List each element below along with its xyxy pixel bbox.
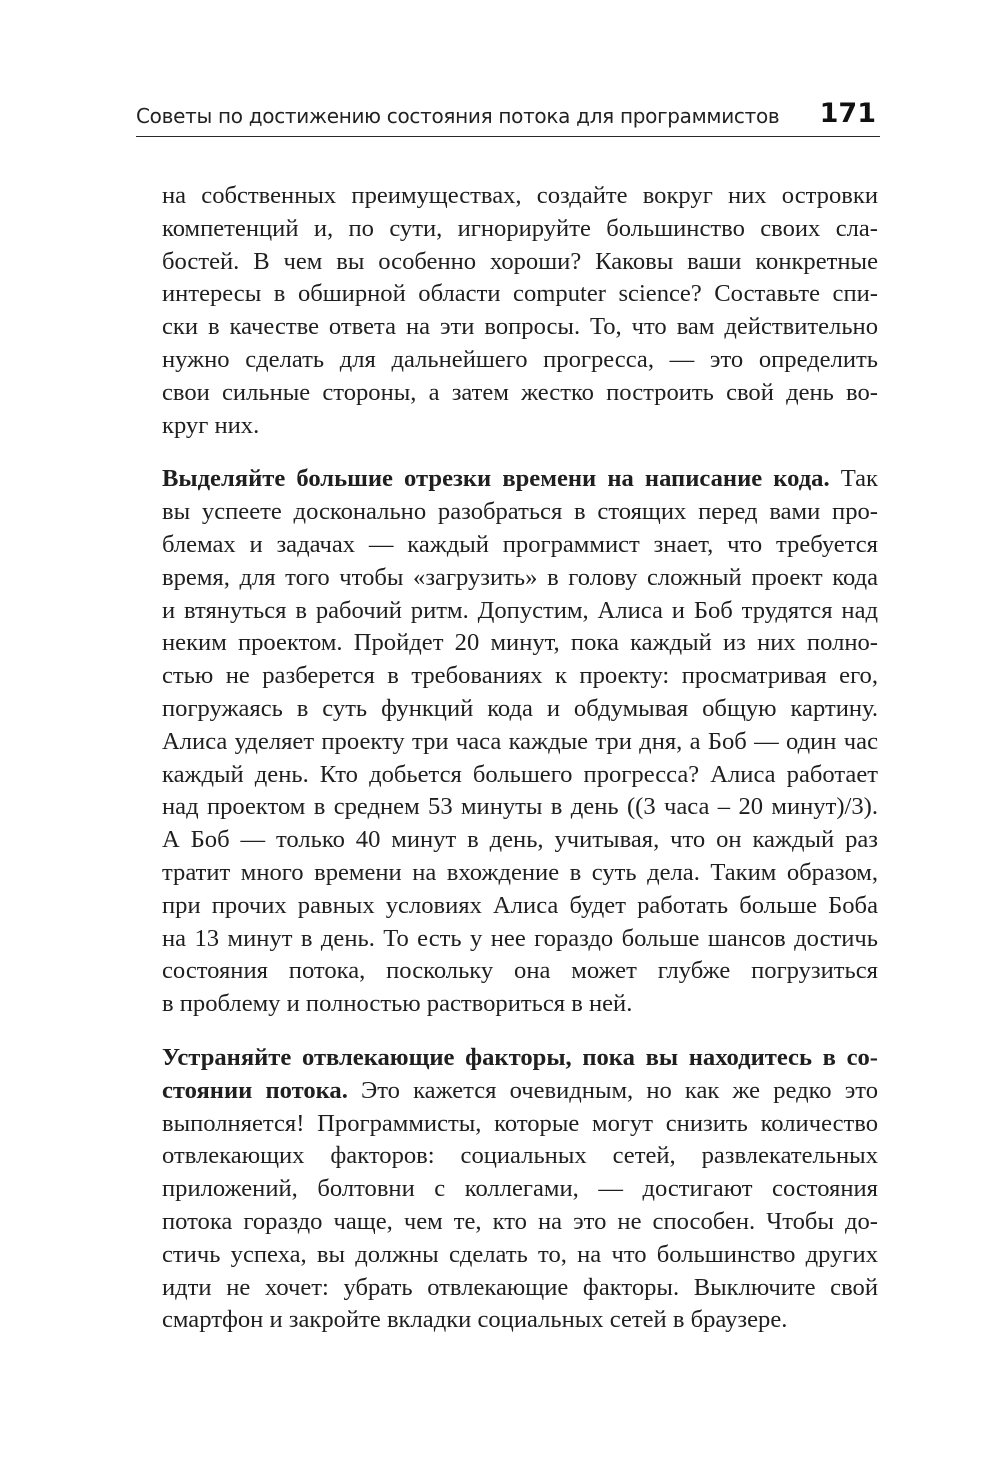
text-line: свои сильные стороны, а затем жестко построить свой день во- (162, 378, 878, 406)
paragraph-heading: Выделяйте большие отрезки времени на написание кода. (162, 465, 830, 493)
text-line: и втянуться в рабочий ритм. Допустим, Алиса и Боб трудятся над (162, 596, 878, 624)
text-line: интересы в обширной области computer science? Составьте спи- (162, 280, 878, 308)
text-line: А Боб — только 40 минут в день, учитывая, что он каждый раз (162, 826, 878, 854)
text-line: компетенций и, по сути, игнорируйте большинство своих сла- (162, 214, 878, 242)
text-line (162, 1042, 878, 1075)
text-line: ски в качестве ответа на эти вопросы. То, что вам действительно (162, 313, 878, 341)
paragraph-distractions (162, 1042, 878, 1337)
text-line: вы успеете досконально разобраться в стоящих перед вами про- (162, 498, 878, 526)
text-line (162, 1075, 878, 1108)
text-line: над проектом в среднем 53 минуты в день ((3 часа – 20 минут)/3). (162, 793, 878, 821)
body-text (162, 180, 878, 1358)
running-header-title: Советы по достижению состояния потока для программистов (136, 104, 780, 128)
text-line: потока гораздо чаще, чем те, кто на это не способен. Чтобы до- (162, 1207, 878, 1235)
text-fragment: Так (829, 465, 878, 493)
text-line: при прочих равных условиях Алиса будет работать больше Боба (162, 891, 878, 919)
text-line: неким проектом. Пройдет 20 минут, пока каждый из них полно- (162, 629, 878, 657)
paragraph-time-blocks (162, 463, 878, 1021)
text-line: стичь успеха, вы должны сделать то, на что большинство других (162, 1240, 878, 1268)
text-line: на собственных преимуществах, создайте вокруг них островки (162, 182, 878, 209)
text-line: стью не разберется в требованиях к проекту: просматривая его, (162, 662, 878, 690)
paragraph-strengths (162, 180, 878, 442)
text-line: в проблему и полностью раствориться в ней. (162, 990, 633, 1018)
text-line: нужно сделать для дальнейшего прогресса, — это определить (162, 345, 878, 373)
paragraph-heading: стоянии потока. (162, 1076, 348, 1104)
text-line (162, 463, 878, 496)
text-line: тратит много времени на вхождение в суть дела. Таким образом, (162, 858, 878, 886)
text-fragment: Это кажется очевидным, но как же редко это (347, 1076, 878, 1104)
text-line: время, для того чтобы «загрузить» в голову сложный проект кода (162, 563, 878, 591)
page-number: 171 (819, 98, 876, 129)
text-line: выполняется! Программисты, которые могут снизить количество (162, 1109, 878, 1137)
text-line: каждый день. Кто добьется большего прогресса? Алиса работает (162, 760, 878, 788)
text-line: идти не хочет: убрать отвлекающие факторы. Выключите свой (162, 1273, 878, 1301)
text-line: погружаясь в суть функций кода и обдумывая общую картину. (162, 694, 878, 722)
text-line: блемах и задачах — каждый программист знает, что требуется (162, 530, 878, 558)
text-line: состояния потока, поскольку она может глубже погрузиться (162, 957, 878, 985)
text-line: Алиса уделяет проекту три часа каждые три дня, а Боб — один час (162, 727, 878, 755)
text-line: круг них. (162, 411, 260, 439)
text-line: бостей. В чем вы особенно хороши? Каковы ваши конкретные (162, 247, 878, 275)
text-line: смартфон и закройте вкладки социальных сетей в браузере. (162, 1306, 788, 1334)
running-header (136, 96, 880, 137)
paragraph-heading: Устраняйте отвлекающие факторы, пока вы находитесь в со- (162, 1043, 878, 1071)
text-line: на 13 минут в день. То есть у нее гораздо больше шансов достичь (162, 924, 878, 952)
text-line: отвлекающих факторов: социальных сетей, развлекательных (162, 1142, 878, 1170)
text-line: приложений, болтовни с коллегами, — достигают состояния (162, 1175, 878, 1203)
